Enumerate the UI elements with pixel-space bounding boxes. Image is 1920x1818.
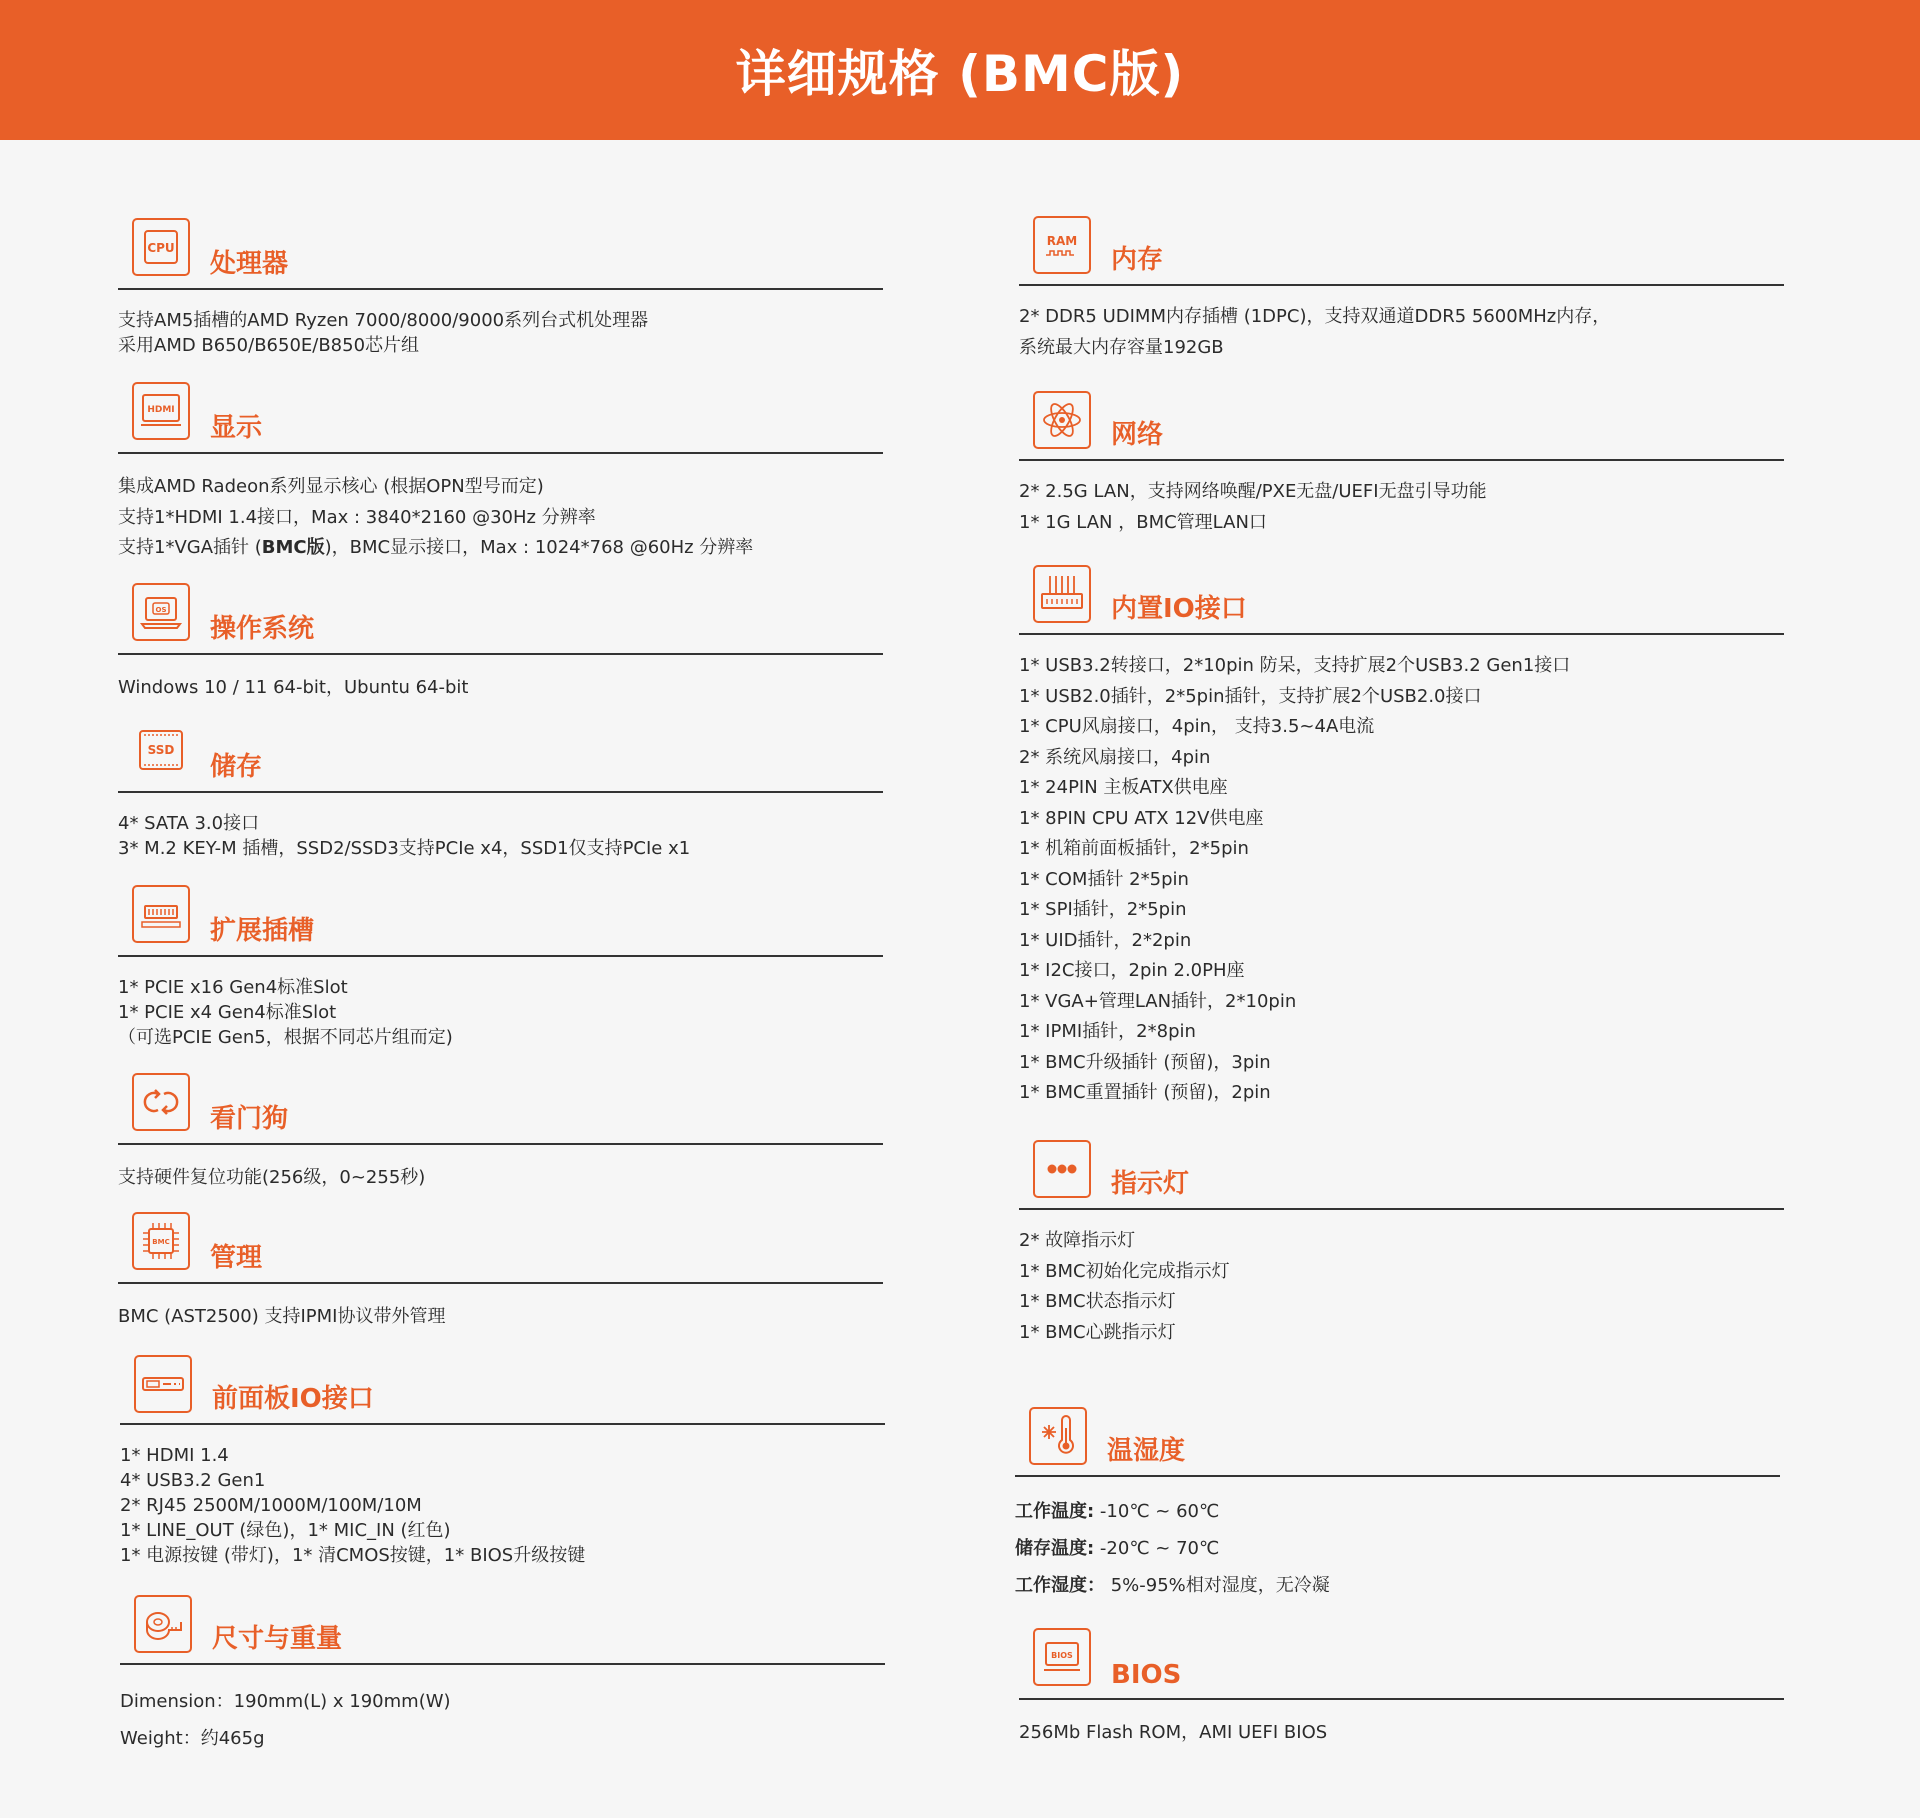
spec-line: 1* CPU风扇接口，4pin， 支持3.5~4A电流 [1019, 716, 1375, 737]
section-body [120, 1683, 885, 1757]
spec-row [1015, 1493, 1780, 1530]
expansion-slot-icon [132, 885, 190, 943]
section-header [118, 583, 883, 655]
section-indicator [1019, 1140, 1784, 1348]
spec-line: 1* BMC升级插针 (预留)，3pin [1019, 1051, 1271, 1073]
spec-line: 3* M.2 KEY-M 插槽，SSD2/SSD3支持PCIe x4，SSD1仅支持PCIe x1 [118, 838, 691, 859]
spec-line: 1* UID插针，2*2pin [1019, 929, 1192, 951]
spec-line: 1* USB2.0插针，2*5pin插针，支持扩展2个USB2.0接口 [1019, 685, 1482, 707]
cpu-icon [132, 218, 190, 276]
section-body [1019, 1226, 1784, 1348]
spec-value: 5%-95%相对湿度，无冷凝 [1105, 1575, 1330, 1596]
spec-line: 采用AMD B650/B650E/B850芯片组 [118, 335, 420, 356]
section-header [120, 1355, 885, 1425]
spec-line: 支持1*VGA插针 (BMC版)，BMC显示接口，Max : 1024*768 @60Hz 分辨率 [118, 537, 754, 558]
section-internal-io [1019, 565, 1784, 1109]
tape-measure-icon [134, 1595, 192, 1653]
section-display [118, 382, 883, 564]
section-body [1015, 1493, 1780, 1604]
section-body [1019, 1718, 1784, 1749]
spec-line: 系统最大内存容量192GB [1019, 336, 1224, 358]
spec-line: 2* 故障指示灯 [1019, 1230, 1136, 1251]
section-header [1019, 565, 1784, 635]
section-header [118, 382, 883, 454]
section-title: 内置IO接口 [1111, 594, 1247, 624]
svg-text:CPU: CPU [147, 241, 175, 255]
spec-line: Weight：约465g [120, 1728, 265, 1749]
section-header [118, 885, 883, 957]
spec-line: 支持1*HDMI 1.4接口，Max : 3840*2160 @30Hz 分辨率 [118, 506, 596, 528]
spec-line: 2* 2.5G LAN，支持网络唤醒/PXE无盘/UEFI无盘引导功能 [1019, 481, 1487, 502]
spec-row [1015, 1567, 1780, 1604]
spec-line: 1* 电源按键 (带灯)，1* 清CMOS按键，1* BIOS升级按键 [120, 1545, 586, 1566]
section-title: BIOS [1111, 1660, 1182, 1690]
spec-row [1015, 1530, 1780, 1567]
title-banner [0, 0, 1920, 140]
svg-text:OS: OS [155, 606, 167, 614]
watchdog-reset-icon [132, 1073, 190, 1131]
spec-label: 工作湿度： [1015, 1575, 1105, 1596]
section-title: 处理器 [210, 249, 289, 279]
spec-line: 1* BMC状态指示灯 [1019, 1291, 1176, 1312]
spec-line: 2* DDR5 UDIMM内存插槽 (1DPC)，支持双通道DDR5 5600MHz内存， [1019, 306, 1611, 327]
spec-line: 1* LINE_OUT (绿色)，1* MIC_IN (红色) [120, 1520, 451, 1541]
svg-text:SSD: SSD [147, 743, 175, 757]
indicator-lights-icon [1033, 1140, 1091, 1198]
section-title: 操作系统 [210, 614, 315, 644]
section-header [1019, 1628, 1784, 1700]
spec-line: 1* BMC心跳指示灯 [1019, 1321, 1176, 1343]
section-title: 显示 [210, 413, 263, 443]
section-body [118, 472, 883, 564]
section-header [118, 1073, 883, 1145]
section-title: 前面板IO接口 [212, 1384, 374, 1414]
ssd-icon [132, 721, 190, 779]
section-body [1019, 651, 1784, 1109]
section-watchdog [118, 1073, 883, 1194]
bmc-chip-icon [132, 1212, 190, 1270]
section-title: 尺寸与重量 [212, 1624, 343, 1654]
spec-value: -20℃ ~ 70℃ [1094, 1538, 1220, 1559]
svg-text:BMC: BMC [152, 1238, 170, 1246]
section-os [118, 583, 883, 704]
section-body [1019, 302, 1784, 363]
section-header [1019, 216, 1784, 286]
spec-line: 1* 8PIN CPU ATX 12V供电座 [1019, 807, 1264, 829]
ram-icon [1033, 216, 1091, 274]
section-header [118, 218, 883, 290]
section-body [1019, 477, 1784, 538]
spec-line: 4* USB3.2 Gen1 [120, 1470, 266, 1491]
os-laptop-icon [132, 583, 190, 641]
spec-line: 1* PCIE x4 Gen4标准Slot [118, 1002, 337, 1023]
section-bios [1019, 1628, 1784, 1749]
section-body [118, 1302, 883, 1333]
spec-line: 1* USB3.2转接口，2*10pin 防呆，支持扩展2个USB3.2 Gen1接口 [1019, 655, 1571, 676]
section-network [1019, 391, 1784, 538]
section-body [118, 811, 883, 861]
section-title: 储存 [210, 752, 263, 782]
spec-line: 1* PCIE x16 Gen4标准Slot [118, 977, 348, 998]
section-cpu [118, 218, 883, 358]
section-body [118, 308, 883, 358]
spec-line: 支持AM5插槽的AMD Ryzen 7000/8000/9000系列台式机处理器 [118, 310, 649, 331]
spec-line: 1* 机箱前面板插针，2*5pin [1019, 838, 1249, 859]
hdmi-monitor-icon [132, 382, 190, 440]
spec-label: 储存温度: [1015, 1538, 1095, 1559]
section-body [120, 1443, 885, 1568]
spec-line: 1* BMC重置插针 (预留)，2pin [1019, 1082, 1271, 1103]
spec-line: 1* I2C接口，2pin 2.0PH座 [1019, 960, 1245, 981]
spec-line: 1* 1G LAN ，BMC管理LAN口 [1019, 511, 1267, 533]
thermometer-snowflake-icon [1029, 1407, 1087, 1465]
spec-line: 1* 24PIN 主板ATX供电座 [1019, 777, 1228, 798]
spec-line: （可选PCIE Gen5，根据不同芯片组而定) [118, 1027, 453, 1048]
network-atom-icon [1033, 391, 1091, 449]
spec-line: 1* IPMI插针，2*8pin [1019, 1021, 1196, 1042]
spec-line: BMC (AST2500) 支持IPMI协议带外管理 [118, 1306, 446, 1327]
spec-line: Windows 10 / 11 64-bit，Ubuntu 64-bit [118, 677, 469, 698]
section-header [120, 1595, 885, 1665]
section-title: 温湿度 [1107, 1436, 1186, 1466]
section-expansion [118, 885, 883, 1050]
section-memory [1019, 216, 1784, 363]
section-title: 内存 [1111, 245, 1164, 275]
section-body [118, 975, 883, 1050]
section-header [118, 1212, 883, 1284]
section-management [118, 1212, 883, 1333]
svg-text:HDMI: HDMI [147, 405, 175, 415]
section-header [118, 721, 883, 793]
spec-line: 1* HDMI 1.4 [120, 1445, 229, 1466]
section-temperature [1015, 1407, 1780, 1604]
internal-io-connector-icon [1033, 565, 1091, 623]
page-title: 详细规格 (BMC版) [735, 45, 1185, 103]
spec-line: 256Mb Flash ROM，AMI UEFI BIOS [1019, 1722, 1328, 1743]
spec-line: 1* SPI插针，2*5pin [1019, 899, 1187, 920]
spec-line: 1* BMC初始化完成指示灯 [1019, 1260, 1230, 1282]
section-title: 看门狗 [210, 1104, 289, 1134]
section-front-io [120, 1355, 885, 1568]
section-storage [118, 721, 883, 861]
section-body [118, 1163, 883, 1194]
spec-value: -10℃ ~ 60℃ [1094, 1501, 1220, 1522]
spec-label: 工作温度: [1015, 1501, 1095, 1522]
spec-line: 4* SATA 3.0接口 [118, 813, 260, 834]
bios-chip-icon [1033, 1628, 1091, 1686]
spec-line: 1* COM插针 2*5pin [1019, 868, 1189, 890]
front-panel-icon [134, 1355, 192, 1413]
section-header [1019, 391, 1784, 461]
spec-line: 2* RJ45 2500M/1000M/100M/10M [120, 1495, 422, 1516]
section-dimension [120, 1595, 885, 1757]
section-header [1015, 1407, 1780, 1477]
section-title: 指示灯 [1111, 1169, 1190, 1199]
spec-line: 集成AMD Radeon系列显示核心 (根据OPN型号而定) [118, 476, 544, 497]
section-title: 网络 [1111, 420, 1164, 450]
spec-line: 2* 系统风扇接口，4pin [1019, 746, 1211, 768]
section-title: 扩展插槽 [210, 916, 315, 946]
svg-text:BIOS: BIOS [1051, 1651, 1073, 1660]
spec-line: 支持硬件复位功能(256级，0~255秒) [118, 1167, 426, 1188]
spec-line: 1* VGA+管理LAN插针，2*10pin [1019, 990, 1297, 1012]
section-title: 管理 [210, 1243, 263, 1273]
section-body [118, 673, 883, 704]
section-header [1019, 1140, 1784, 1210]
spec-line: Dimension：190mm(L) x 190mm(W) [120, 1691, 451, 1712]
svg-text:RAM: RAM [1046, 234, 1078, 248]
